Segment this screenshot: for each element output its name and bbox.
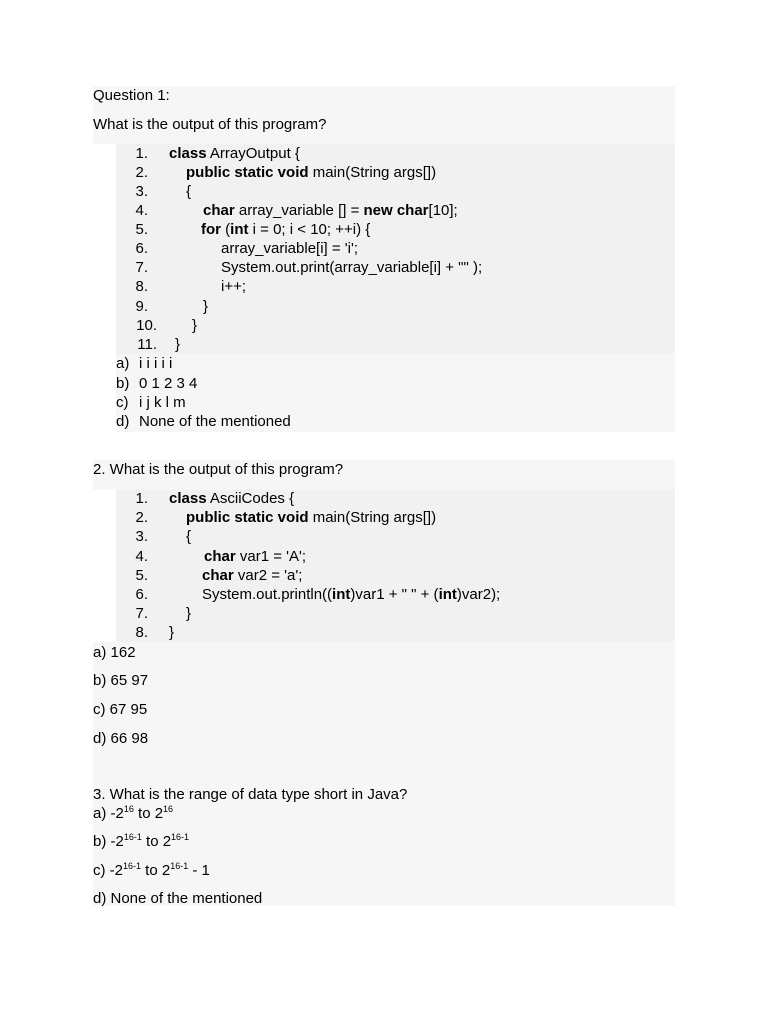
- option-text: None of the mentioned: [139, 413, 291, 430]
- code-line-number: 6.: [135, 240, 148, 257]
- option-label: a): [116, 355, 130, 372]
- code-line: {: [186, 183, 192, 200]
- exponent: 16: [123, 804, 134, 814]
- option-label: d): [116, 413, 130, 430]
- code-line-number: 8.: [135, 624, 148, 641]
- code-line-number: 2.: [135, 164, 148, 181]
- exponent: 16-1: [123, 832, 142, 842]
- code-line: }: [186, 605, 192, 622]
- option-text: to 2: [141, 862, 171, 879]
- exponent: 16-1: [170, 861, 189, 871]
- option-label: c): [116, 394, 129, 411]
- code-line: for (int i = 0; i < 10; ++i) {: [201, 221, 371, 238]
- q2-option-c[interactable]: c) 67 95: [93, 701, 148, 718]
- option-text: to 2: [141, 833, 172, 850]
- code-line-number: 5.: [135, 221, 148, 238]
- q2-prompt: 2. What is the output of this program?: [93, 461, 344, 478]
- code-line-number: 2.: [135, 509, 148, 526]
- option-text: - 1: [188, 862, 210, 879]
- option-text: d) None of the mentioned: [93, 890, 263, 907]
- q1-option-c[interactable]: [116, 393, 186, 412]
- q1-option-d[interactable]: [116, 412, 291, 431]
- code-line-number: 3.: [135, 183, 148, 200]
- code-line-number: 4.: [135, 548, 148, 565]
- exponent: 16-1: [123, 861, 142, 871]
- option-text: i i i i i: [139, 355, 173, 372]
- q3-prompt: 3. What is the range of data type short in Java?: [93, 786, 408, 803]
- code-line-number: 3.: [135, 528, 148, 545]
- code-line: }: [175, 336, 181, 353]
- code-line-number: 10.: [136, 317, 157, 334]
- code-line-number: 5.: [135, 567, 148, 584]
- code-line: char var1 = 'A';: [204, 548, 307, 565]
- option-text: c) -2: [93, 862, 123, 879]
- option-text: a) -2: [93, 805, 124, 822]
- code-line: System.out.print(array_variable[i] + "" );: [221, 259, 483, 276]
- code-line: {: [186, 528, 192, 545]
- q3-option-a[interactable]: [93, 804, 173, 823]
- code-line: class ArrayOutput {: [169, 145, 300, 162]
- code-line: public static void main(String args[]): [186, 509, 437, 526]
- code-line-number: 7.: [135, 605, 148, 622]
- code-line-number: 4.: [135, 202, 148, 219]
- code-line: i++;: [221, 278, 247, 295]
- q2-option-a[interactable]: a) 162: [93, 644, 136, 661]
- option-text: b) -2: [93, 833, 124, 850]
- code-line: char var2 = 'a';: [202, 567, 303, 584]
- code-line: public static void main(String args[]): [186, 164, 437, 181]
- code-line: }: [169, 624, 175, 641]
- code-line: }: [203, 298, 209, 315]
- option-text: i j k l m: [139, 394, 186, 411]
- q3-option-d[interactable]: [93, 889, 262, 908]
- q1-option-a[interactable]: [116, 354, 172, 373]
- code-line-number: 8.: [135, 278, 148, 295]
- code-line-number: 11.: [137, 336, 157, 353]
- exponent: 16: [163, 804, 174, 814]
- q1-title: Question 1:: [93, 87, 170, 104]
- code-line-number: 6.: [135, 586, 148, 603]
- option-text: 0 1 2 3 4: [139, 375, 198, 392]
- code-line-number: 9.: [135, 298, 148, 315]
- code-line-number: 7.: [135, 259, 148, 276]
- code-line: class AsciiCodes {: [169, 490, 295, 507]
- code-line: char array_variable [] = new char[10];: [203, 202, 458, 219]
- code-line: }: [192, 317, 198, 334]
- exponent: 16-1: [171, 832, 190, 842]
- q2-option-d[interactable]: d) 66 98: [93, 730, 149, 747]
- q1-prompt: What is the output of this program?: [93, 116, 327, 133]
- code-line-number: 1.: [135, 490, 148, 507]
- q3-option-b[interactable]: [93, 832, 189, 851]
- option-label: b): [116, 375, 130, 392]
- code-line-number: 1.: [135, 145, 148, 162]
- code-line: System.out.println((int)var1 + " " + (int)var2);: [202, 586, 501, 603]
- q2-option-b[interactable]: b) 65 97: [93, 672, 149, 689]
- q1-option-b[interactable]: [116, 374, 197, 393]
- code-line: array_variable[i] = 'i';: [221, 240, 359, 257]
- option-text: to 2: [133, 805, 164, 822]
- q3-option-c[interactable]: [93, 861, 210, 880]
